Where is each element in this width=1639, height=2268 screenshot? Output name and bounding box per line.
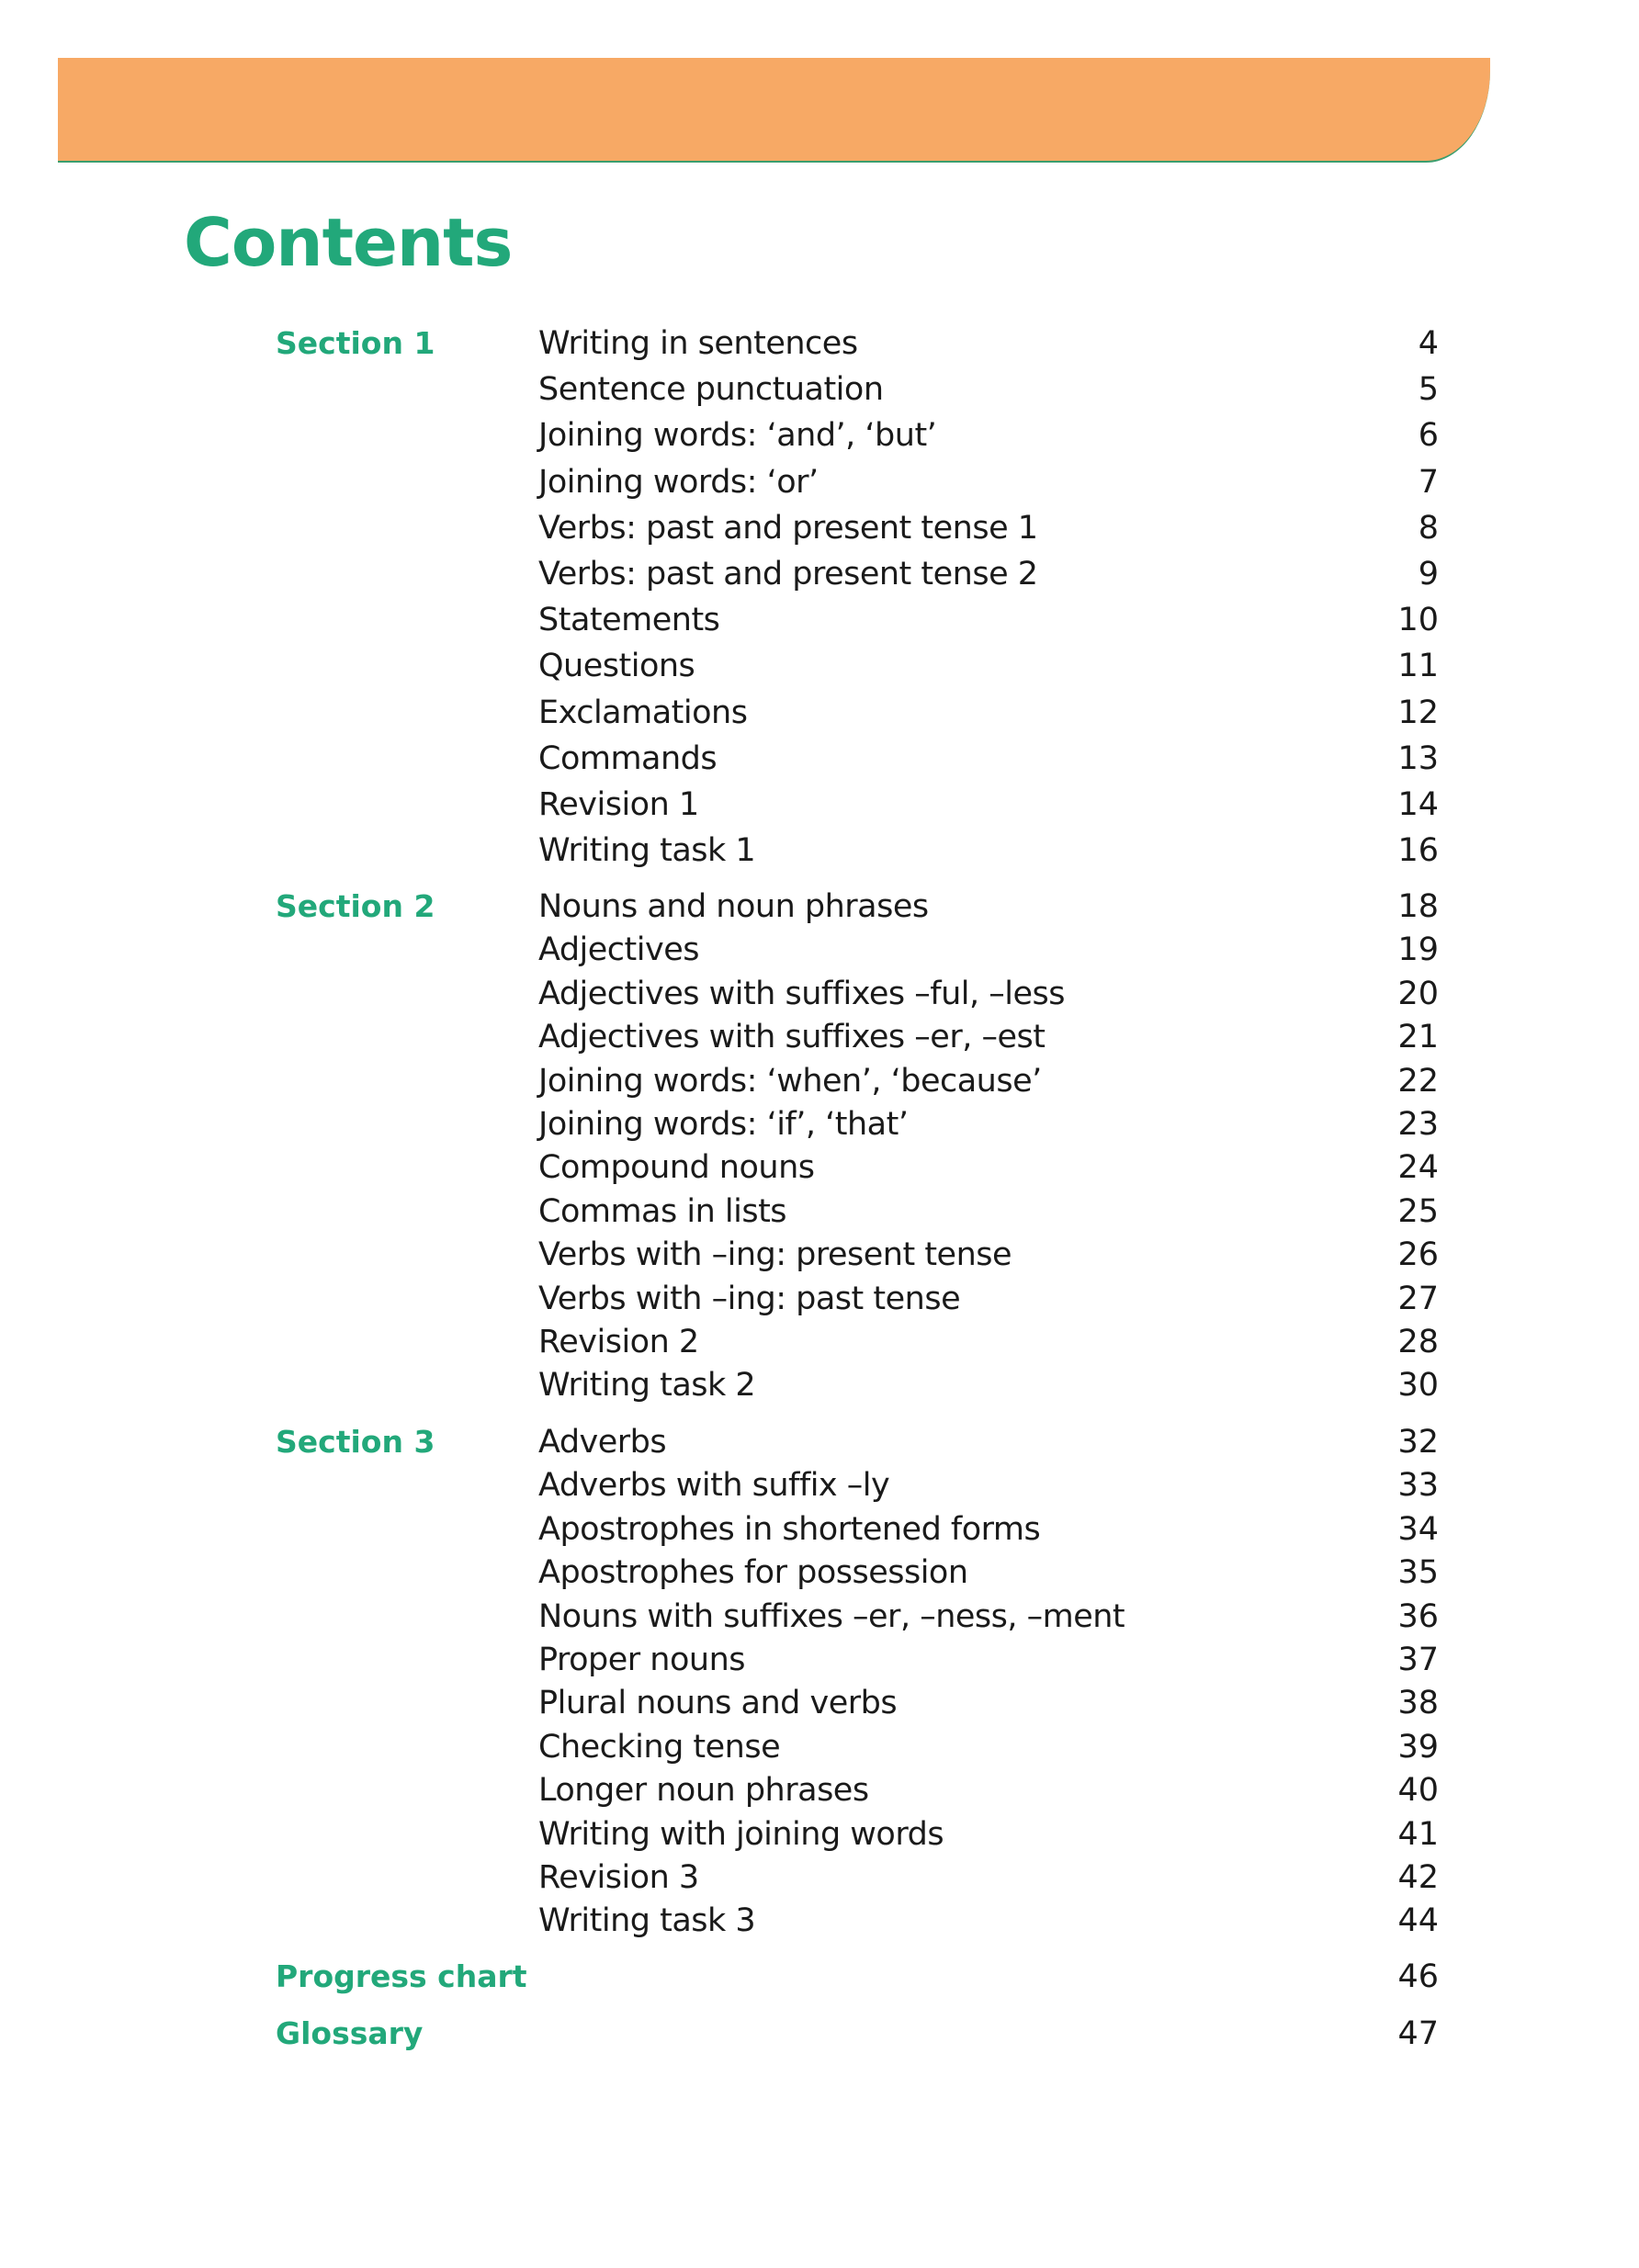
entry-title: Verbs: past and present tense 2	[538, 556, 1038, 592]
toc-entry[interactable]	[0, 885, 1639, 929]
entry-page: 44	[1397, 1902, 1439, 1940]
entry-title: Writing task 1	[538, 832, 756, 870]
entry-title: Statements	[538, 602, 720, 639]
toc-entry[interactable]	[0, 1233, 1639, 1277]
toc-entry[interactable]	[0, 737, 1639, 781]
entry-title: Revision 1	[538, 786, 699, 823]
toc-entry[interactable]	[0, 644, 1639, 688]
entry-title: Exclamations	[538, 694, 748, 731]
toc-entry[interactable]	[0, 1595, 1639, 1639]
entry-page: 7	[1418, 463, 1439, 501]
entry-page: 28	[1397, 1324, 1439, 1360]
entry-page: 10	[1397, 602, 1439, 639]
entry-title: Joining words: ‘or’	[538, 463, 819, 501]
entry-page: 18	[1397, 888, 1439, 925]
entry-title: Verbs with –ing: past tense	[538, 1280, 961, 1317]
entry-page: 41	[1397, 1815, 1439, 1853]
section-label: Section 1	[276, 325, 435, 361]
toc-entry[interactable]	[0, 506, 1639, 550]
entry-page: 11	[1397, 648, 1439, 685]
entry-title: Writing in sentences	[538, 325, 858, 362]
entry-page: 47	[1397, 2015, 1439, 2052]
toc-entry[interactable]	[0, 1507, 1639, 1551]
entry-page: 37	[1397, 1642, 1439, 1678]
toc-entry[interactable]	[0, 691, 1639, 735]
toc-entry[interactable]	[0, 1059, 1639, 1103]
page-title: Contents	[184, 204, 513, 281]
toc-entry[interactable]	[0, 1768, 1639, 1812]
toc-entry[interactable]	[0, 1420, 1639, 1464]
entry-page: 39	[1397, 1728, 1439, 1766]
entry-title: Writing task 3	[538, 1902, 756, 1940]
section-label: Section 3	[276, 1424, 435, 1460]
entry-title: Revision 3	[538, 1859, 699, 1896]
entry-label: Progress chart	[276, 1958, 527, 1994]
entry-title: Joining words: ‘and’, ‘but’	[538, 417, 937, 455]
toc-entry[interactable]	[0, 1856, 1639, 1900]
toc-entry[interactable]	[0, 1320, 1639, 1364]
toc-entry[interactable]	[0, 783, 1639, 827]
entry-title: Apostrophes for possession	[538, 1554, 968, 1592]
toc-entry[interactable]	[0, 1190, 1639, 1234]
entry-page: 22	[1397, 1062, 1439, 1100]
toc-entry[interactable]	[0, 1363, 1639, 1407]
entry-page: 30	[1397, 1367, 1439, 1405]
section-label: Section 2	[276, 888, 435, 924]
toc-entry[interactable]	[0, 1638, 1639, 1682]
entry-page: 26	[1397, 1236, 1439, 1274]
entry-page: 35	[1397, 1554, 1439, 1592]
entry-title: Plural nouns and verbs	[538, 1685, 898, 1722]
toc-entry[interactable]	[0, 1015, 1639, 1059]
toc-entry[interactable]	[0, 1277, 1639, 1321]
entry-title: Adjectives with suffixes –ful, –less	[538, 975, 1066, 1012]
entry-page: 36	[1397, 1597, 1439, 1635]
toc-entry[interactable]	[0, 552, 1639, 596]
entry-page: 25	[1397, 1192, 1439, 1230]
toc-entry[interactable]	[0, 598, 1639, 642]
entry-title: Verbs: past and present tense 1	[538, 509, 1038, 547]
entry-title: Writing task 2	[538, 1367, 756, 1405]
header-banner	[58, 58, 1490, 163]
entry-title: Apostrophes in shortened forms	[538, 1510, 1041, 1548]
toc-entry[interactable]	[0, 1725, 1639, 1769]
entry-page: 4	[1418, 325, 1439, 362]
entry-page: 27	[1397, 1280, 1439, 1317]
toc-entry[interactable]	[0, 1551, 1639, 1595]
entry-page: 40	[1397, 1772, 1439, 1810]
entry-title: Sentence punctuation	[538, 371, 884, 409]
entry-page: 8	[1418, 509, 1439, 547]
entry-title: Writing with joining words	[538, 1815, 944, 1853]
toc-entry[interactable]	[0, 972, 1639, 1016]
toc-entry[interactable]	[0, 1463, 1639, 1507]
entry-page: 14	[1397, 786, 1439, 823]
entry-page: 38	[1397, 1685, 1439, 1722]
toc-entry[interactable]	[0, 413, 1639, 457]
entry-title: Nouns and noun phrases	[538, 888, 929, 925]
entry-page: 33	[1397, 1467, 1439, 1505]
toc-entry[interactable]	[0, 1812, 1639, 1856]
toc-entry[interactable]	[0, 1681, 1639, 1725]
entry-title: Joining words: ‘when’, ‘because’	[538, 1062, 1042, 1100]
entry-title: Compound nouns	[538, 1149, 815, 1187]
entry-title: Longer noun phrases	[538, 1772, 869, 1810]
entry-page: 32	[1397, 1424, 1439, 1461]
entry-page: 16	[1397, 832, 1439, 870]
entry-title: Questions	[538, 648, 695, 685]
entry-page: 9	[1418, 556, 1439, 592]
entry-title: Joining words: ‘if’, ‘that’	[538, 1106, 909, 1143]
entry-page: 6	[1418, 417, 1439, 455]
entry-page: 34	[1397, 1510, 1439, 1548]
entry-page: 13	[1397, 739, 1439, 777]
entry-title: Nouns with suffixes –er, –ness, –ment	[538, 1597, 1125, 1635]
toc-entry[interactable]	[0, 1102, 1639, 1146]
entry-title: Commands	[538, 739, 718, 777]
entry-page: 5	[1418, 371, 1439, 409]
toc-entry[interactable]	[0, 1899, 1639, 1943]
toc-entry-progress-chart[interactable]	[0, 1955, 1639, 1999]
entry-page: 42	[1397, 1859, 1439, 1896]
entry-label: Glossary	[276, 2015, 424, 2051]
entry-page: 20	[1397, 975, 1439, 1012]
entry-page: 12	[1397, 694, 1439, 731]
entry-page: 23	[1397, 1106, 1439, 1143]
entry-title: Adjectives	[538, 931, 699, 969]
entry-title: Adjectives with suffixes –er, –est	[538, 1019, 1046, 1056]
toc-entry[interactable]	[0, 928, 1639, 972]
toc-entry[interactable]	[0, 322, 1639, 366]
toc-entry[interactable]	[0, 460, 1639, 504]
entry-title: Verbs with –ing: present tense	[538, 1236, 1012, 1274]
toc-entry[interactable]	[0, 367, 1639, 412]
entry-title: Adverbs	[538, 1424, 667, 1461]
entry-page: 46	[1397, 1958, 1439, 1995]
entry-page: 21	[1397, 1019, 1439, 1056]
entry-title: Revision 2	[538, 1324, 699, 1360]
toc-entry[interactable]	[0, 1145, 1639, 1190]
toc-entry[interactable]	[0, 829, 1639, 873]
toc-entry-glossary[interactable]	[0, 2012, 1639, 2056]
entry-title: Proper nouns	[538, 1642, 745, 1678]
entry-page: 24	[1397, 1149, 1439, 1187]
entry-page: 19	[1397, 931, 1439, 969]
entry-title: Commas in lists	[538, 1192, 787, 1230]
entry-title: Checking tense	[538, 1728, 781, 1766]
entry-title: Adverbs with suffix –ly	[538, 1467, 890, 1505]
